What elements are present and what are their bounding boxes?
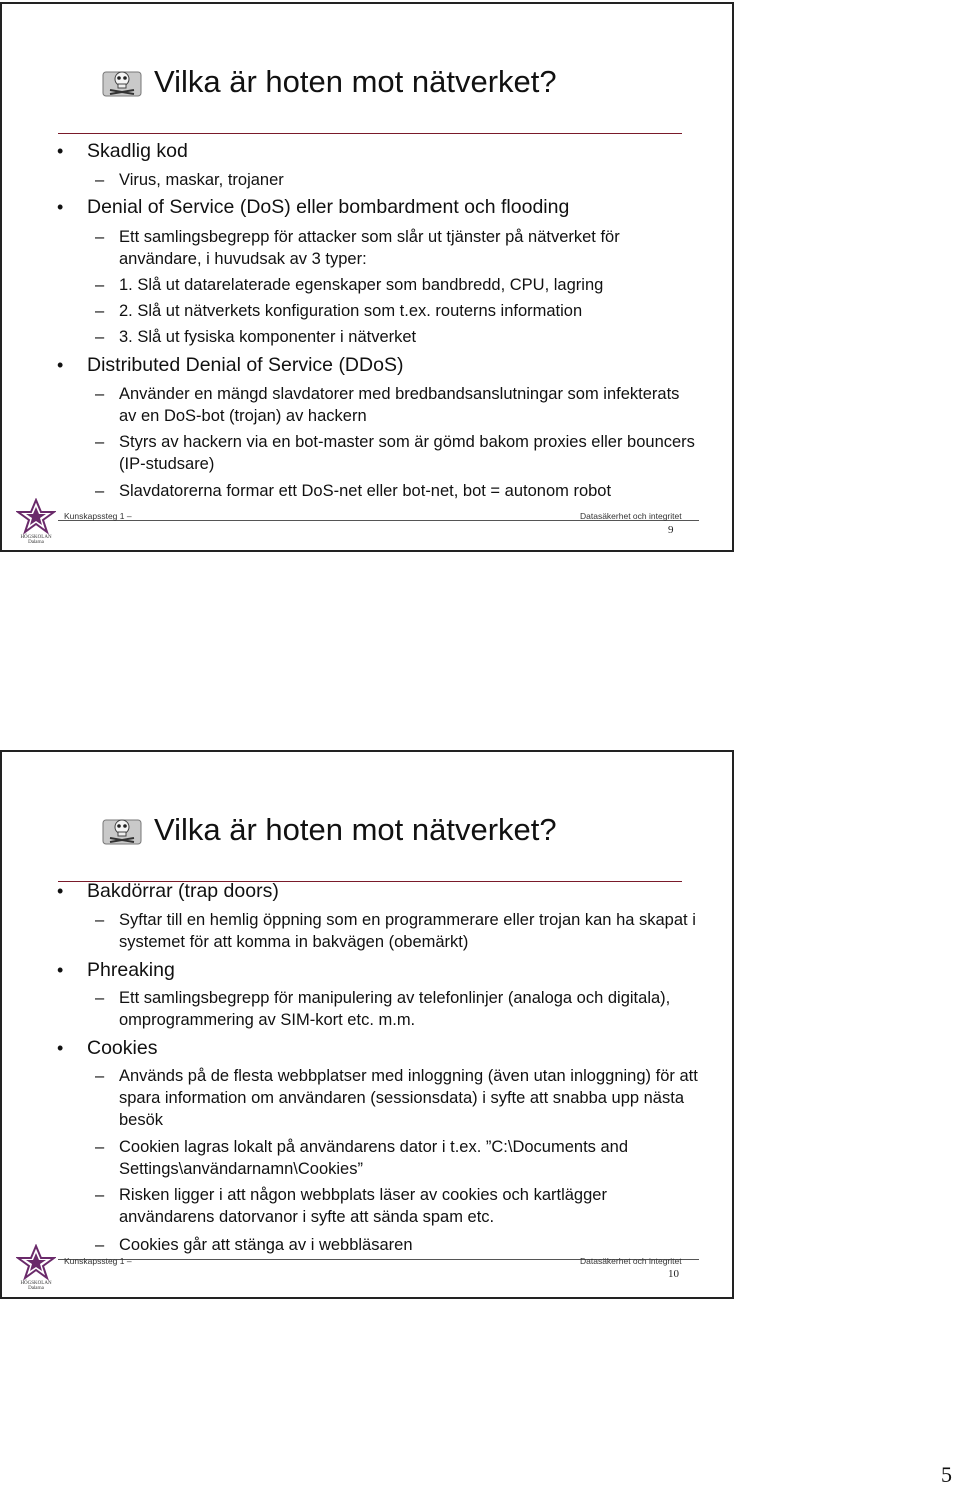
bullet-icon: • — [57, 1038, 64, 1058]
sub-item: – 3. Slå ut fysiska komponenter i nätverket — [95, 328, 417, 346]
svg-text:Dalarna: Dalarna — [28, 540, 44, 544]
slide-page-number: 9 — [668, 524, 674, 536]
dash-icon: – — [95, 911, 105, 929]
slide-10 — [0, 750, 734, 1299]
star-logo-icon — [16, 498, 56, 544]
bullet-item: • Bakdörrar (trap doors) — [57, 880, 279, 902]
slide-title: Vilka är hoten mot nätverket? — [154, 64, 557, 99]
bullet-item: • Skadlig kod — [57, 140, 188, 162]
bullet-icon: • — [57, 141, 64, 161]
bullet-item: • Denial of Service (DoS) eller bombardment och flooding — [57, 196, 570, 218]
footer-subject: Datasäkerhet och integritet — [580, 1256, 682, 1266]
sub-item: – Cookien lagras lokalt på användarens dator i t.ex. ”C:\Documents and Settings\användarnamn\Cookies” — [95, 1138, 629, 1178]
dash-icon: – — [95, 482, 105, 500]
svg-text:HÖGSKOLAN: HÖGSKOLAN — [20, 1281, 52, 1286]
svg-text:HÖGSKOLAN: HÖGSKOLAN — [20, 535, 52, 540]
document-page-number: 5 — [941, 1462, 952, 1487]
dash-icon: – — [95, 171, 105, 189]
sub-item: – Ett samlingsbegrepp för manipulering av telefonlinjer (analoga och digitala), omprogrammering av SIM-kort etc. m.m. — [95, 989, 671, 1029]
dash-icon: – — [95, 989, 105, 1007]
bullet-icon: • — [57, 881, 64, 901]
title-rule — [58, 133, 682, 134]
svg-text:Dalarna: Dalarna — [28, 1286, 44, 1290]
bullet-item: • Phreaking — [57, 959, 175, 981]
slide-page-number: 10 — [668, 1268, 679, 1280]
sub-item: – 1. Slå ut datarelaterade egenskaper som bandbredd, CPU, lagring — [95, 276, 604, 294]
sub-item: – Styrs av hackern via en bot-master som är gömd bakom proxies eller bouncers (IP-studsare) — [95, 433, 695, 473]
bullet-icon: • — [57, 355, 64, 375]
sub-item: – Risken ligger i att någon webbplats läser av cookies och kartlägger användarens datorvanor i syfte att sända spam etc. — [95, 1186, 607, 1226]
dash-icon: – — [95, 328, 105, 346]
footer-subject: Datasäkerhet och integritet — [580, 511, 682, 521]
dash-icon: – — [95, 1186, 105, 1204]
dash-icon: – — [95, 302, 105, 320]
footer-course: Kunskapssteg 1 – — [64, 1256, 132, 1266]
dash-icon: – — [95, 228, 105, 246]
skull-icon — [102, 814, 142, 846]
skull-icon — [102, 66, 142, 98]
sub-item: – Använder en mängd slavdatorer med bredbandsanslutningar som infekterats av en DoS-bot (trojan) av hackern — [95, 385, 680, 425]
sub-item: – Används på de flesta webbplatser med inloggning (även utan inloggning) för att spara information om användaren (sessionsdata) i syfte att snabba upp nästa besök — [95, 1067, 698, 1129]
dash-icon: – — [95, 1067, 105, 1085]
sub-item: – Syftar till en hemlig öppning som en programmerare eller trojan kan ha skapat i systemet för att komma in bakvägen (obemärkt) — [95, 911, 696, 951]
sub-item: – Cookies går att stänga av i webbläsaren — [95, 1236, 413, 1254]
star-logo-icon — [16, 1244, 56, 1290]
bullet-icon: • — [57, 197, 64, 217]
slide-title: Vilka är hoten mot nätverket? — [154, 812, 557, 847]
dash-icon: – — [95, 1236, 105, 1254]
bullet-item: • Cookies — [57, 1037, 158, 1059]
dash-icon: – — [95, 276, 105, 294]
sub-item: – 2. Slå ut nätverkets konfiguration som t.ex. routerns information — [95, 302, 583, 320]
dash-icon: – — [95, 1138, 105, 1156]
dash-icon: – — [95, 433, 105, 451]
sub-item: – Virus, maskar, trojaner — [95, 171, 284, 189]
sub-item: – Ett samlingsbegrepp för attacker som slår ut tjänster på nätverket för användare, i huvudsak av 3 typer: — [95, 228, 620, 268]
footer-course: Kunskapssteg 1 – — [64, 511, 132, 521]
sub-item: – Slavdatorerna formar ett DoS-net eller bot-net, bot = autonom robot — [95, 482, 612, 500]
slide-9 — [0, 2, 734, 552]
dash-icon: – — [95, 385, 105, 403]
bullet-item: • Distributed Denial of Service (DDoS) — [57, 354, 404, 376]
bullet-icon: • — [57, 960, 64, 980]
